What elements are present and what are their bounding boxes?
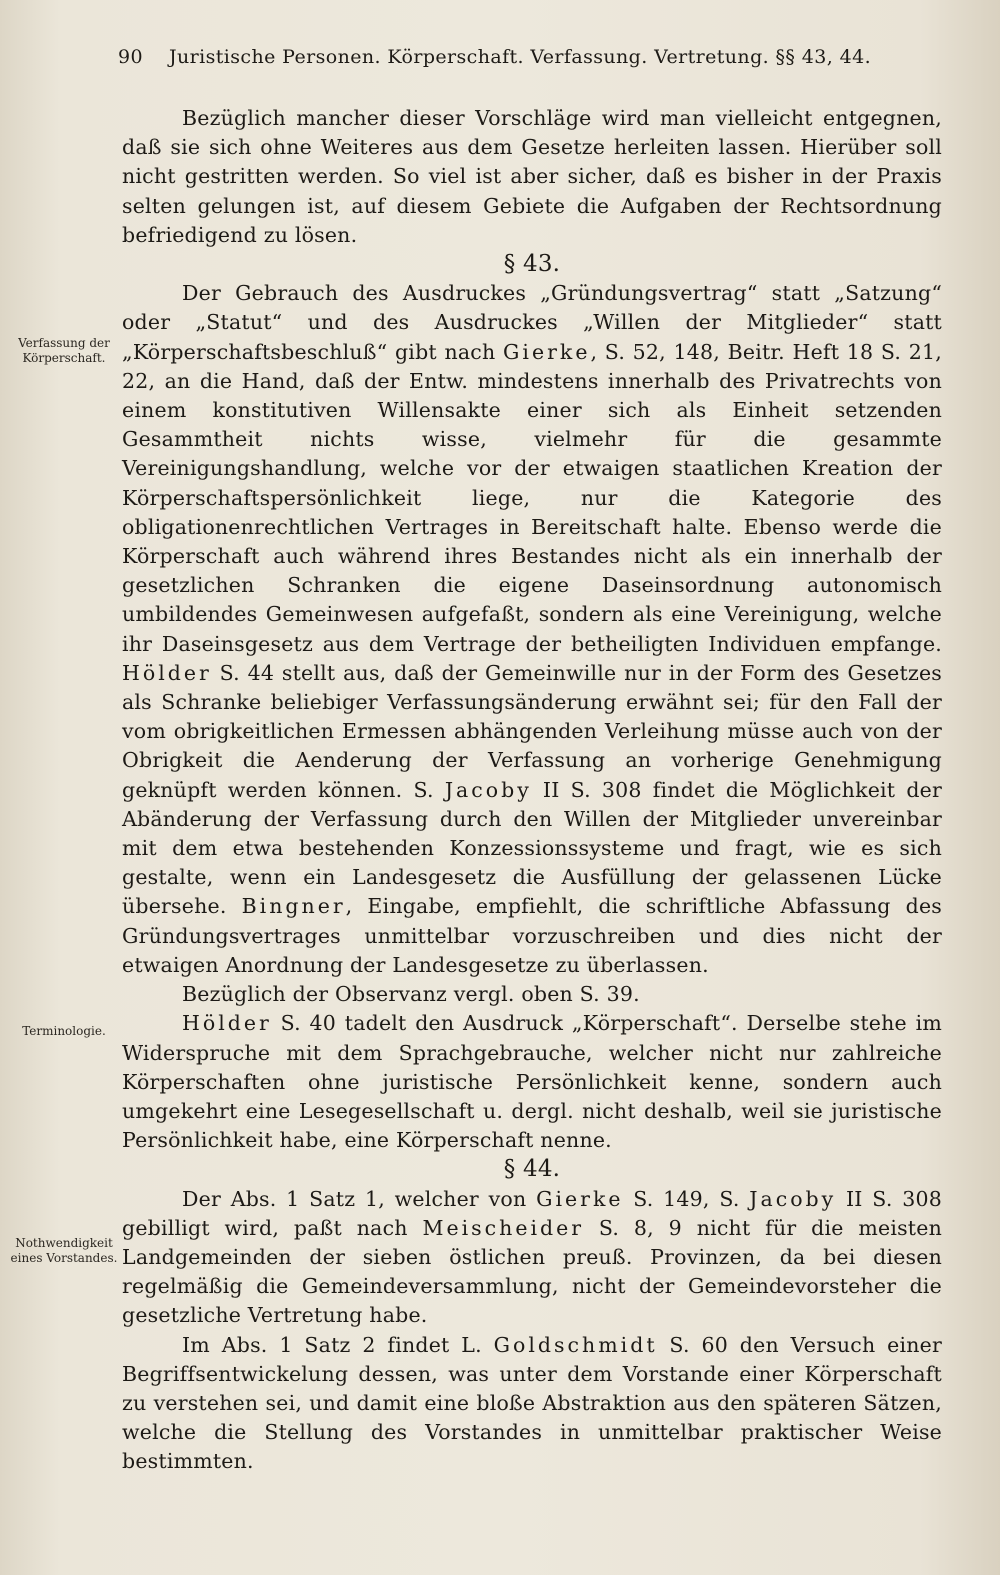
author-name: Gierke (536, 1186, 624, 1211)
text-run: Der Abs. 1 Satz 1, welcher von (182, 1186, 537, 1211)
author-name: Jacoby (444, 777, 532, 802)
margin-note-terminologie: Terminologie. (22, 1024, 106, 1038)
running-title: Juristische Personen. Körperschaft. Verfassung. Vertretung. §§ 43, 44. (168, 46, 872, 68)
section-44-heading: § 44. (503, 1156, 561, 1183)
author-name: Bingner (241, 894, 346, 919)
author-name: Jacoby (749, 1186, 837, 1211)
text-run: S. 8, 9 nicht für die meisten Landgemeinden der sieben östlichen preuß. Provinzen, da bei diesen regelmäßig die Gemeindeversammlung, nicht der Gemeindevorsteher die gesetzliche Vertretung habe. (122, 1215, 942, 1328)
text-run: Der Gebrauch des Ausdruckes „Gründungsvertrag“ statt „Satzung“ oder „Statut“ und des Ausdruckes „Willen der Mitglieder“ statt „Körperschaftsbeschluß“ gibt nach (122, 281, 942, 364)
text-run: S. 44 stellt aus, daß der Gemeinwille nur in der Form des Gesetzes als Schranke beliebiger Verfassungsänderung erwähnt sei; für den Fall der vom obrigkeitlichen Ermessen abhängenden Verleihung müsse auch von der Obrigkeit die Aenderung der Verfassung an vorherige Genehmigung geknüpft werden können. S. (122, 660, 942, 802)
text-run: II S. 308 findet die Möglichkeit der Abänderung der Verfassung durch den Willen der Mitglieder unvereinbar mit dem etwa bestehenden Konzessionssysteme und fragt, wie es sich gestalte, wenn ein Landesgesetz die Ausfüllung der gelassenen Lücke übersehe. (122, 777, 942, 919)
text-run: , S. 52, 148, Beitr. Heft 18 S. 21, 22, an die Hand, daß der Entw. mindestens innerhalb des Privatrechts von einem konstitutiven Willensakte einer sich als Einheit setzenden Gesammtheit nichts wisse, vielmehr für die gesammte Vereinigungshandlung, welche vor der etwaigen staatlichen Kreation der Körperschaftspersönlichkeit liege, nur die Kategorie des obligationenrechtlichen Vertrages in Bereitschaft halte. Ebenso werde die Körperschaft auch während ihres Bestandes nicht als ein innerhalb der gesetzlichen Schranken die eigene Daseinsordnung autonomisch umbildendes Gemeinwesen aufgefaßt, sondern als eine Vereinigung, welche ihr Daseinsgesetz aus dem Vertrage der betheiligten Individuen empfange. (122, 339, 942, 656)
author-name: Gierke (503, 339, 591, 364)
text-run: , Eingabe, empfiehlt, die schriftliche Abfassung des Gründungsvertrages unmittelbar vorzuschreiben und dies nicht der etwaigen Anordnung der Landesgesetze zu überlassen. (122, 894, 942, 977)
sec44-paragraph-2 (122, 1331, 942, 1477)
text-run: S. 149, S. (623, 1186, 750, 1211)
author-name: Meischeider (422, 1215, 585, 1240)
sec43-paragraph-1 (122, 279, 942, 980)
author-name: Goldschmidt (493, 1332, 658, 1357)
text-run: S. 60 den Versuch einer Begriffsentwickelung dessen, was unter dem Vorstande einer Körperschaft zu verstehen sei, und damit eine bloße Abstraktion aus den späteren Sätzen, welche die Stellung des Vorstandes in unmittelbar praktischer Weise bestimmten. (122, 1332, 942, 1474)
sec44-paragraph-1 (122, 1185, 942, 1331)
intro-paragraph: Bezüglich mancher dieser Vorschläge wird man vielleicht entgegnen, daß sie sich ohne Weiteres aus dem Gesetze herleiten lassen. Hierüber soll nicht gestritten werden. So viel ist aber sicher, daß es bisher in der Praxis selten gelungen ist, auf diesem Gebiete die Aufgaben der Rechtsordnung befriedigend zu lösen. (122, 106, 942, 247)
margin-note-verfassung: Verfassung der Körperschaft. (18, 336, 110, 365)
author-name: Hölder (122, 660, 212, 685)
text-run: S. 40 tadelt den Ausdruck „Körperschaft“. Derselbe stehe im Widerspruche mit dem Sprachgebrauche, welcher nicht nur zahlreiche Körperschaften ohne juristische Persönlichkeit kenne, sondern auch umgekehrt eine Lesegesellschaft u. dergl. nicht deshalb, weil sie juristische Persönlichkeit habe, eine Körperschaft nenne. (122, 1011, 942, 1153)
text-run: Im Abs. 1 Satz 2 findet L. (182, 1332, 494, 1357)
section-43-heading: § 43. (503, 251, 561, 278)
sec43-paragraph-2: Bezüglich der Observanz vergl. oben S. 39. (182, 982, 640, 1007)
running-header (118, 46, 888, 68)
page-body (122, 104, 942, 1477)
sec43-paragraph-3 (122, 1009, 942, 1155)
page-number: 90 (118, 46, 143, 68)
margin-note-vorstand: Nothwendigkeit eines Vorstandes. (10, 1236, 118, 1265)
text-run: II S. 308 gebilligt wird, paßt nach (122, 1186, 942, 1240)
author-name: Hölder (182, 1011, 272, 1036)
